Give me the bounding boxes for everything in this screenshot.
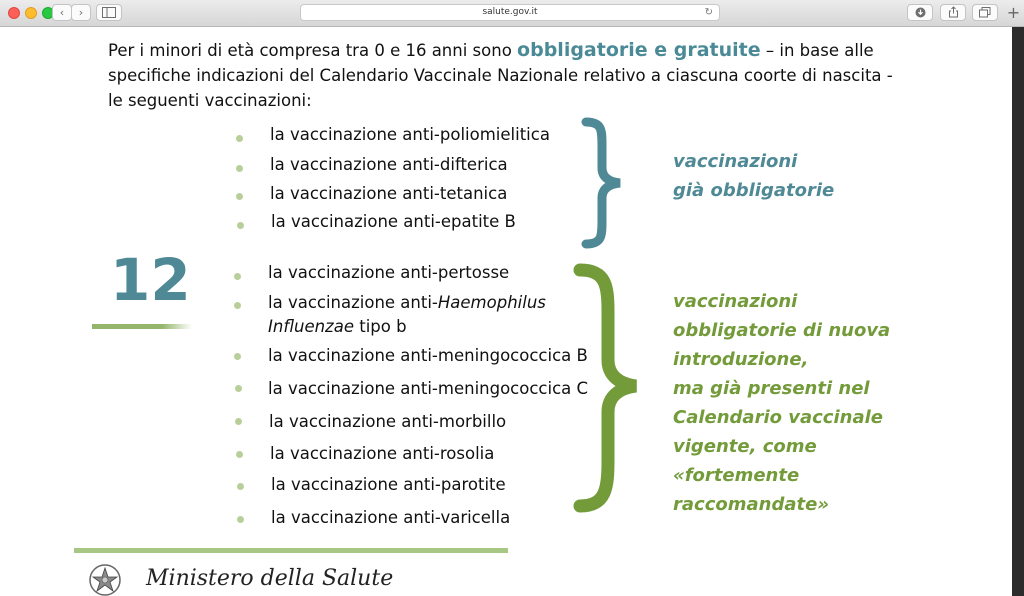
download-icon xyxy=(915,7,926,18)
bullet-dot xyxy=(235,418,242,425)
sidebar-button[interactable] xyxy=(96,4,122,21)
list-item: la vaccinazione anti-rosolia xyxy=(270,444,495,463)
bullet-dot xyxy=(236,193,243,200)
bullet-dot xyxy=(236,451,243,458)
share-button[interactable] xyxy=(940,4,966,21)
chevron-left-icon: ‹ xyxy=(59,6,65,19)
list-item: la vaccinazione anti-tetanica xyxy=(270,184,508,203)
label-line: «fortemente xyxy=(673,465,800,486)
intro-text-1: Per i minori di età compresa tra 0 e 16 anni sono xyxy=(108,41,518,60)
already-mandatory-label xyxy=(673,147,834,205)
tabs-button[interactable] xyxy=(972,4,998,21)
list-item: la vaccinazione anti-meningococcica B xyxy=(268,346,588,365)
url-text: salute.gov.it xyxy=(482,7,538,17)
intro-text-2: – in base alle specifiche indicazioni del Calendario Vaccinale Nazionale relativo a ciascuna coorte di nascita - le seguenti vaccinazioni: xyxy=(108,41,893,110)
bullet-dot xyxy=(237,516,244,523)
back-button[interactable] xyxy=(52,4,72,21)
label-line: obbligatorie di nuova xyxy=(673,320,891,341)
item-text: tipo b xyxy=(353,317,407,336)
bullet-dot xyxy=(236,165,243,172)
label-line: raccomandate» xyxy=(673,494,829,515)
bullet-dot xyxy=(237,483,244,490)
bullet-dot xyxy=(237,222,244,229)
list-item: la vaccinazione anti-difterica xyxy=(270,155,508,174)
chevron-right-icon: › xyxy=(78,6,84,19)
close-window-button[interactable] xyxy=(8,7,20,19)
bullet-dot xyxy=(234,273,241,280)
intro-highlight: obbligatorie e gratuite xyxy=(517,39,761,61)
list-item: la vaccinazione anti-morbillo xyxy=(269,412,507,431)
newly-mandatory-label xyxy=(673,287,890,519)
label-line: introduzione, xyxy=(673,349,809,370)
bullet-dot xyxy=(234,302,241,309)
item-text: la vaccinazione anti- xyxy=(268,293,438,312)
list-item: la vaccinazione anti-parotite xyxy=(271,475,506,494)
label-line: già obbligatorie xyxy=(673,180,835,201)
reload-icon[interactable]: ↻ xyxy=(704,7,713,18)
label-line: vaccinazioni xyxy=(673,291,798,312)
list-item: la vaccinazione anti-pertosse xyxy=(268,263,510,282)
browser-toolbar xyxy=(0,0,1024,27)
share-icon xyxy=(948,6,959,18)
brace-teal xyxy=(580,116,628,250)
vaccine-count: 12 xyxy=(110,246,191,314)
bullet-dot xyxy=(235,385,242,392)
label-line: vigente, come xyxy=(673,436,817,457)
forward-button[interactable] xyxy=(71,4,91,21)
new-tab-button[interactable] xyxy=(1003,0,1024,26)
window-side-strip xyxy=(1012,27,1024,596)
intro-paragraph xyxy=(108,38,908,113)
list-item-haemophilus xyxy=(268,292,546,314)
count-underline xyxy=(92,324,192,329)
bullet-dot xyxy=(234,353,241,360)
list-item: la vaccinazione anti-meningococcica C xyxy=(268,379,589,398)
download-button[interactable] xyxy=(907,4,933,21)
label-line: vaccinazioni xyxy=(673,151,798,172)
list-item: la vaccinazione anti-poliomielitica xyxy=(270,125,550,144)
list-item: la vaccinazione anti-varicella xyxy=(271,508,511,527)
label-line: Calendario vaccinale xyxy=(673,407,883,428)
item-italic: Haemophilus xyxy=(437,293,546,312)
footer-divider xyxy=(74,548,508,553)
minimize-window-button[interactable] xyxy=(25,7,37,19)
tabs-icon xyxy=(979,7,991,18)
ministry-emblem-icon xyxy=(86,560,124,596)
brace-green xyxy=(572,262,652,514)
item-italic: Influenzae xyxy=(268,317,354,336)
address-bar[interactable] xyxy=(300,4,720,21)
bullet-dot xyxy=(236,135,243,142)
sidebar-icon xyxy=(102,7,116,18)
ministry-name: Ministero della Salute xyxy=(146,566,394,591)
list-item: la vaccinazione anti-epatite B xyxy=(271,212,516,231)
plus-icon: + xyxy=(1006,3,1021,22)
label-line: ma già presenti nel xyxy=(673,378,870,399)
list-item-haemophilus-cont xyxy=(268,316,407,338)
